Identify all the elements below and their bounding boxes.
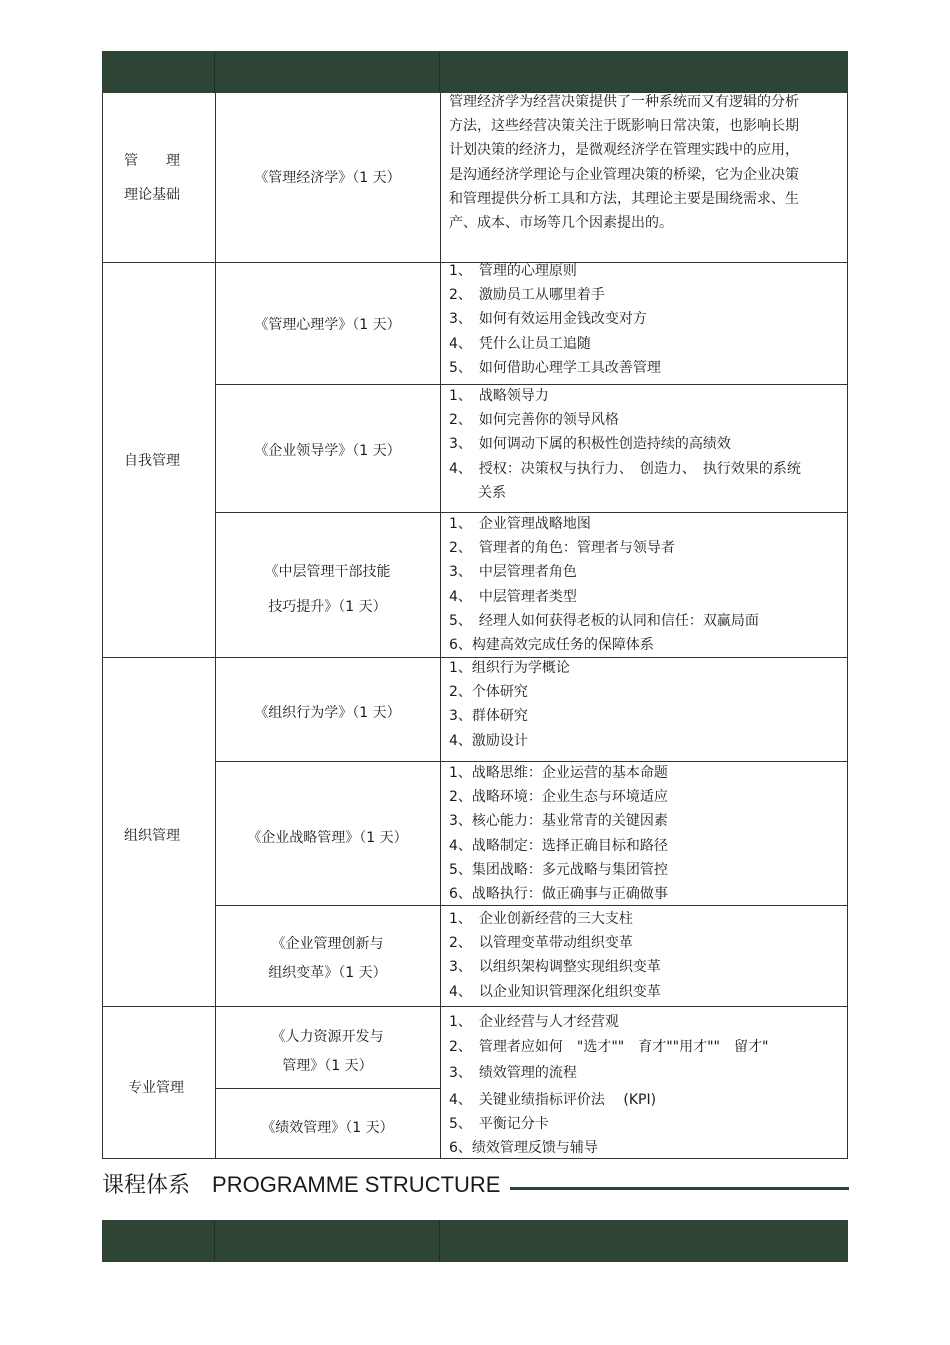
list-item: 4、战略制定：选择正确目标和路径 (449, 837, 668, 854)
course-title-line: 《绩效管理》（1 天） (261, 1120, 394, 1136)
course-topic-list (449, 1010, 844, 1160)
table-header-col-1 (102, 51, 215, 93)
category-label: 管 理 (124, 153, 180, 169)
course-title-line: 《企业领导学》（1 天） (254, 443, 401, 459)
course-title (215, 311, 440, 340)
list-item: 2、个体研究 (449, 684, 528, 701)
list-item: 2、 如何完善你的领导风格 (449, 412, 619, 429)
section-heading (102, 1168, 500, 1199)
list-item: 4、 凭什么让员工追随 (449, 335, 591, 352)
list-item: 5、 如何借助心理学工具改善管理 (449, 359, 661, 376)
course-title (215, 437, 440, 466)
course-title-line: 《管理心理学》（1 天） (254, 317, 401, 333)
course-topic-list (449, 656, 844, 753)
list-item: 5、集团战略：多元战略与集团管控 (449, 861, 668, 878)
course-title-line: 《企业管理创新与 (271, 936, 384, 952)
list-item: 2、 激励员工从哪里着手 (449, 287, 605, 304)
course-title (215, 1023, 440, 1081)
list-item (449, 481, 844, 505)
list-item: 2、战略环境：企业生态与环境适应 (449, 789, 668, 806)
course-topic-list (449, 907, 844, 1004)
section-title-en: PROGRAMME STRUCTURE (212, 1172, 501, 1197)
list-item: 4、 关键业绩指标评价法 (KPI) (449, 1091, 657, 1108)
list-item: 2、 以管理变革带动组织变革 (449, 935, 633, 952)
list-item: 2、 管理者应如何 "选才"" 育才""用才"" 留才" (449, 1039, 769, 1056)
course-title-line: 《企业战略管理》（1 天） (247, 830, 408, 846)
course-title-line: 组织变革》（1 天） (268, 965, 387, 981)
list-item: 3、 中层管理者角色 (449, 564, 577, 581)
category-label: 自我管理 (124, 453, 180, 469)
list-item: 4、激励设计 (449, 732, 528, 749)
course-title (215, 824, 440, 853)
table-header-col-2 (215, 1220, 440, 1262)
list-item: 1、 管理的心理原则 (449, 263, 577, 279)
course-topic-list (449, 761, 844, 906)
course-description: 管理经济学为经营决策提供了一种系统而又有逻辑的分析方法，这些经营决策关注于既影响日常决策，也影响长期计划决策的经济力，是微观经济学在管理实践中的应用，是沟通经济学理论与企业管理决策的桥梁，它为企业决策和管理提供分析工具和方法，其理论主要是围绕需求、生产、成本、市场等几个因素提出的。 (449, 94, 799, 232)
course-title (215, 930, 440, 988)
table-header-col-3 (440, 1220, 848, 1262)
course-title (215, 164, 440, 193)
list-item: 1、战略思维：企业运营的基本命题 (449, 765, 668, 781)
list-item: 3、核心能力：基业常青的关键因素 (449, 813, 668, 830)
list-item: 1、 战略领导力 (449, 388, 549, 404)
section-divider (510, 1187, 849, 1190)
list-item: 3、 以组织架构调整实现组织变革 (449, 959, 661, 976)
list-item: 3、群体研究 (449, 708, 528, 725)
list-item: 1、 企业管理战略地图 (449, 516, 591, 532)
course-title (215, 699, 440, 728)
course-title-line: 《中层管理干部技能 (264, 564, 391, 580)
course-topic-list (449, 512, 844, 657)
table-header-col-2 (215, 51, 440, 93)
list-item: 1、 企业创新经营的三大支柱 (449, 911, 633, 927)
course-title (215, 1114, 440, 1143)
course-title-line: 技巧提升》（1 天） (268, 599, 387, 615)
list-item: 1、组织行为学概论 (449, 660, 570, 676)
list-item: 5、 平衡记分卡 (449, 1115, 549, 1132)
category-label: 专业管理 (128, 1080, 184, 1096)
course-title-line: 《管理经济学》（1 天） (254, 170, 401, 186)
table-header-col-1 (102, 1220, 215, 1262)
course-topic-list (449, 259, 844, 380)
list-item: 3、 绩效管理的流程 (449, 1065, 577, 1082)
section-title-cn: 课程体系 (102, 1173, 191, 1198)
list-item: 1、 企业经营与人才经营观 (449, 1014, 619, 1030)
category-cell (124, 819, 204, 853)
category-cell (124, 444, 204, 478)
list-item: 3、 如何调动下属的积极性创造持续的高绩效 (449, 436, 731, 453)
category-cell (124, 144, 204, 212)
table-header-col-3 (440, 51, 848, 93)
list-item: 4、 中层管理者类型 (449, 588, 577, 605)
list-item: 4、 以企业知识管理深化组织变革 (449, 983, 661, 1000)
list-item: 6、战略执行：做正确事与正确做事 (449, 886, 668, 903)
category-label: 组织管理 (124, 828, 180, 844)
list-item: 6、构建高效完成任务的保障体系 (449, 637, 654, 654)
list-item-continuation: 关系 (478, 484, 506, 501)
course-topic-list (449, 384, 844, 505)
category-label: 理论基础 (124, 187, 180, 203)
list-item: 2、 管理者的角色：管理者与领导者 (449, 540, 675, 557)
list-item: 6、绩效管理反馈与辅导 (449, 1140, 598, 1157)
course-title-line: 管理》（1 天） (282, 1058, 373, 1074)
list-item: 3、 如何有效运用金钱改变对方 (449, 311, 647, 328)
course-title (215, 558, 440, 622)
category-cell (128, 1071, 208, 1105)
list-item: 4、 授权：决策权与执行力、 创造力、 执行效果的系统 (449, 460, 801, 477)
course-title-line: 《人力资源开发与 (271, 1029, 384, 1045)
list-item: 5、 经理人如何获得老板的认同和信任：双赢局面 (449, 612, 759, 629)
course-title-line: 《组织行为学》（1 天） (254, 705, 401, 721)
